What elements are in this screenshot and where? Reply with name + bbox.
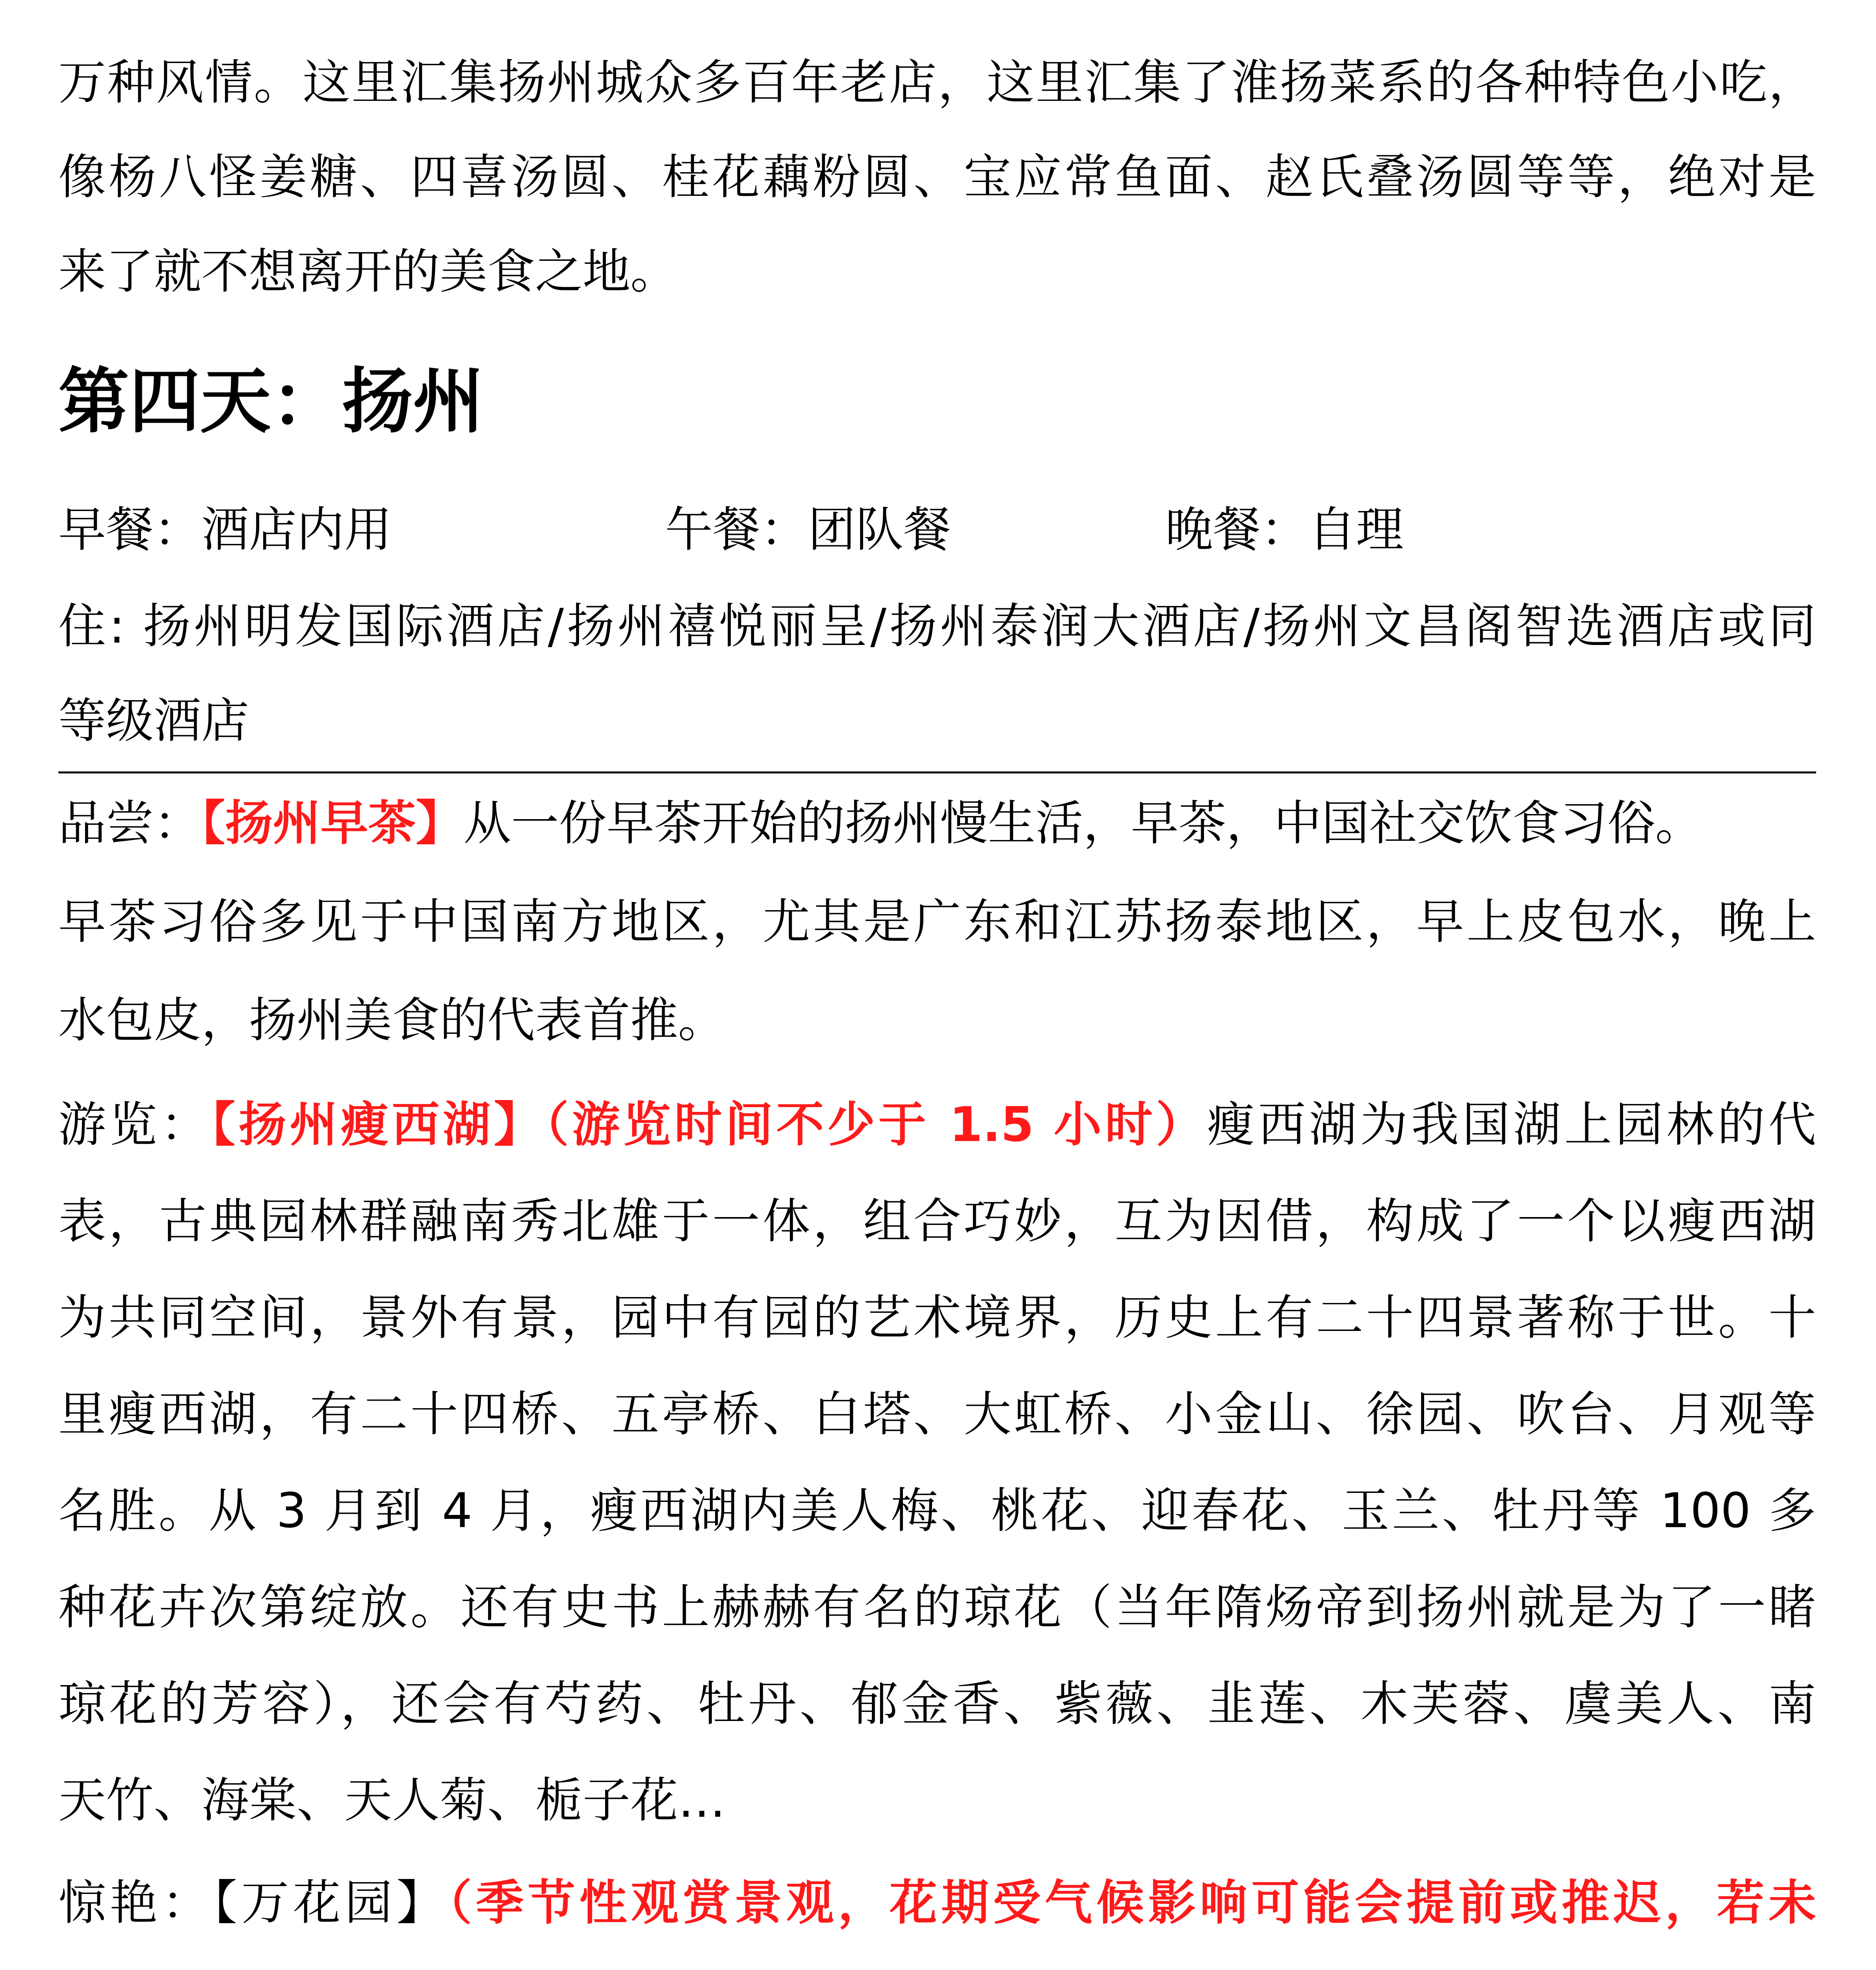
item-first-line [58, 1093, 1816, 1156]
item-text: 瘦西湖为我国湖上园林的代 [1207, 1097, 1816, 1152]
item-first-line [58, 1872, 1816, 1935]
item-line: 琼花的芳容），还会有芍药、牡丹、郁金香、紫薇、韭莲、木芙蓉、虞美人、南 [58, 1676, 1816, 1732]
item-line [58, 1968, 1816, 1970]
item-label: 品尝： [58, 795, 202, 851]
item-line: 种花卉次第绽放。还有史书上赫赫有名的琼花（当年隋炀帝到扬州就是为了一睹 [58, 1580, 1816, 1635]
item-name: 【万花园】 [213, 1875, 448, 1931]
item-line: 里瘦西湖，有二十四桥、五亭桥、白塔、大虹桥、小金山、徐园、吹台、月观等 [58, 1386, 1816, 1442]
item-line: 表，古典园林群融南秀北雄于一体，组合巧妙，互为因借，构成了一个以瘦西湖 [58, 1193, 1816, 1249]
dinner-info: 晚餐：自理 [1165, 502, 1404, 558]
day-heading: 第四天：扬州 [58, 361, 484, 443]
item-text: 从一份早茶开始的扬州慢生活，早茶，中国社交饮食习俗。 [463, 795, 1703, 851]
item-first-line [58, 792, 1703, 855]
intro-line: 万种风情。这里汇集扬州城众多百年老店，这里汇集了淮扬菜系的各种特色小吃， [58, 55, 1816, 110]
item-line: 水包皮，扬州美食的代表首推。 [58, 992, 726, 1048]
item-line: 名胜。从 3 月到 4 月，瘦西湖内美人梅、桃花、迎春花、玉兰、牡丹等 100 多 [58, 1483, 1816, 1539]
breakfast-info: 早餐：酒店内用 [58, 502, 392, 558]
divider [58, 771, 1816, 773]
item-highlight: 【扬州瘦西湖】（游览时间不少于 1.5 小时） [211, 1097, 1207, 1152]
lodging-line: 等级酒店 [58, 693, 249, 749]
item-line: 早茶习俗多见于中国南方地区，尤其是广东和江苏扬泰地区，早上皮包水，晚上 [58, 894, 1816, 950]
item-label: 游览： [58, 1097, 212, 1152]
item-highlight: 【扬州早茶】 [201, 795, 464, 851]
item-line: 为共同空间，景外有景，园中有园的艺术境界，历史上有二十四景著称于世。十 [58, 1290, 1816, 1346]
lodging-line: 住: 扬州明发国际酒店/扬州禧悦丽呈/扬州泰润大酒店/扬州文昌阁智选酒店或同 [58, 598, 1816, 654]
intro-line: 来了就不想离开的美食之地。 [58, 244, 678, 299]
item-highlight: （季节性观赏景观，花期受气候影响可能会提前或推迟，若未 [448, 1875, 1816, 1931]
item-line: 天竹、海棠、天人菊、栀子花… [58, 1773, 726, 1828]
lunch-info: 午餐：团队餐 [665, 502, 951, 558]
meals-row [58, 498, 1816, 561]
item-label: 惊艳： [58, 1875, 214, 1931]
intro-line: 像杨八怪姜糖、四喜汤圆、桂花藕粉圆、宝应常鱼面、赵氏叠汤圆等等，绝对是 [58, 149, 1816, 205]
